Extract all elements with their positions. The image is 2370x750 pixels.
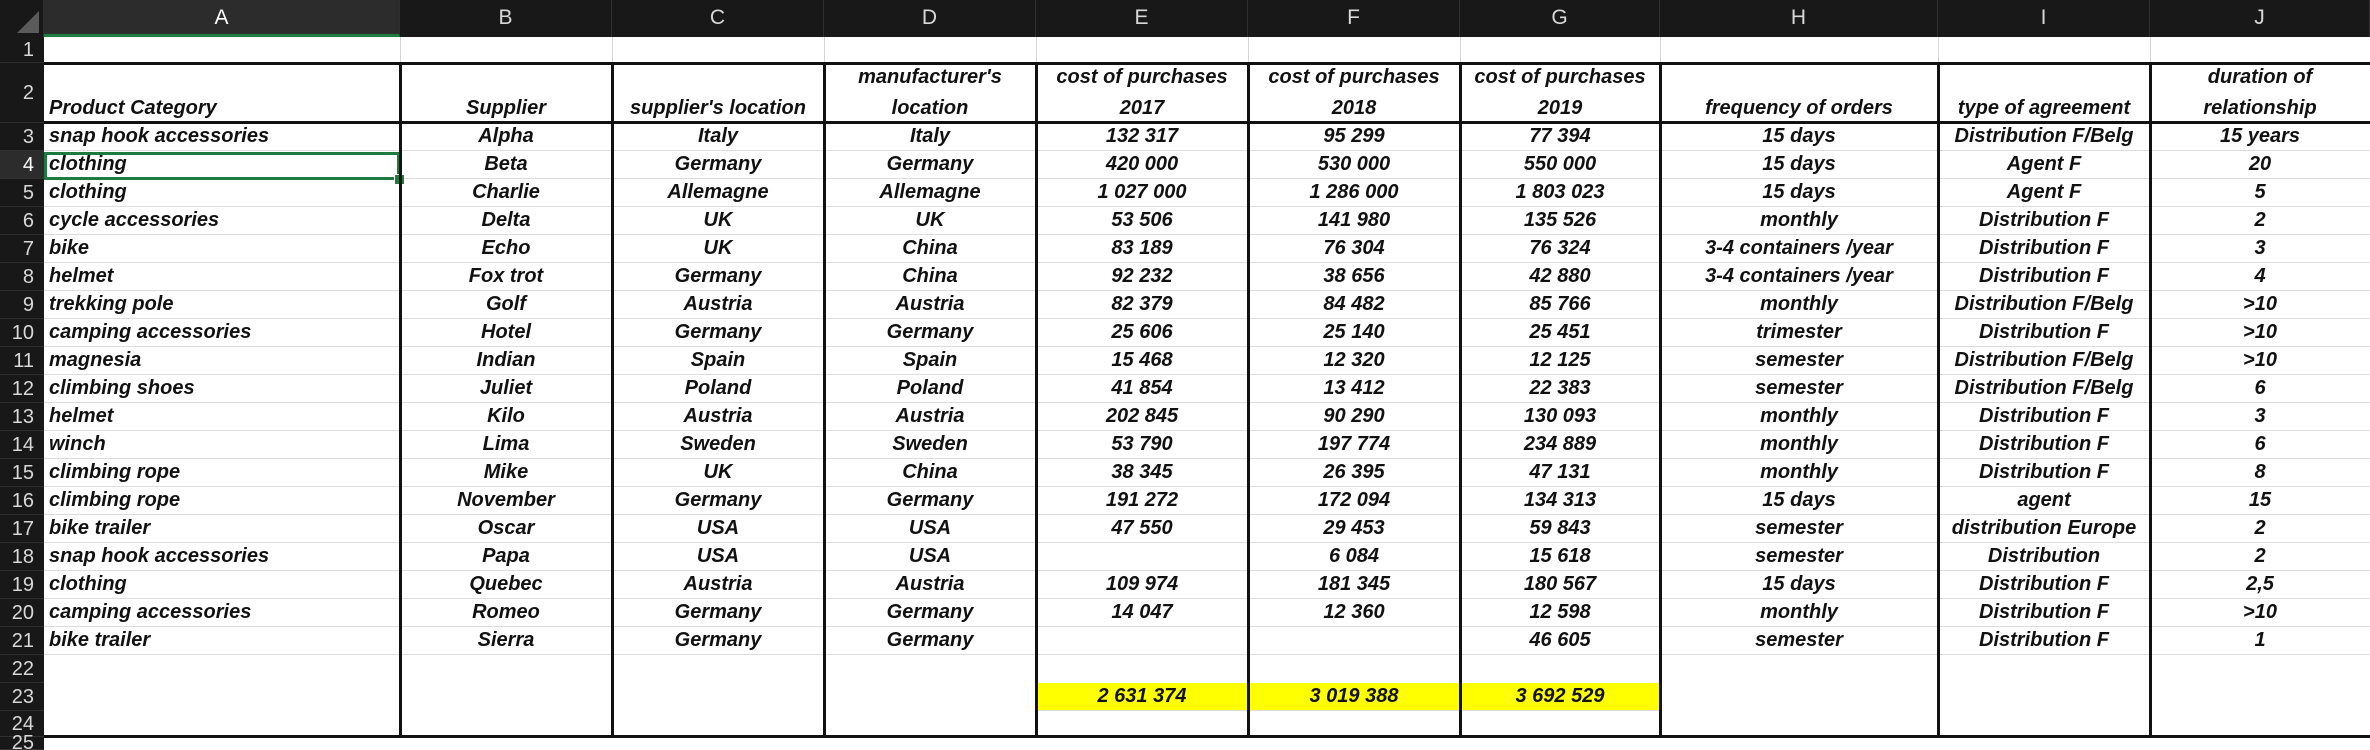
data-cell-j11[interactable]: >10 [2150,347,2370,375]
data-cell-b6[interactable]: Delta [400,207,612,235]
data-cell-g15[interactable]: 47 131 [1460,459,1660,487]
data-cell-j4[interactable]: 20 [2150,151,2370,179]
data-cell-d7[interactable]: China [824,235,1036,263]
data-cell-i12[interactable]: Distribution F/Belg [1938,375,2150,403]
data-cell-h7[interactable]: 3-4 containers /year [1660,235,1938,263]
data-cell-c7[interactable]: UK [612,235,824,263]
data-cell-d8[interactable]: China [824,263,1036,291]
data-cell-f4[interactable]: 530 000 [1248,151,1460,179]
data-cell-c8[interactable]: Germany [612,263,824,291]
data-cell-i15[interactable]: Distribution F [1938,459,2150,487]
data-cell-a3[interactable]: snap hook accessories [44,123,400,151]
data-cell-j21[interactable]: 1 [2150,627,2370,655]
data-cell-f5[interactable]: 1 286 000 [1248,179,1460,207]
row-header-15[interactable]: 15 [0,459,44,487]
data-cell-b20[interactable]: Romeo [400,599,612,627]
data-cell-j16[interactable]: 15 [2150,487,2370,515]
data-cell-c13[interactable]: Austria [612,403,824,431]
row-header-20[interactable]: 20 [0,599,44,627]
gridline-vertical [1036,37,1037,63]
total-cell-g[interactable]: 3 692 529 [1460,683,1660,711]
data-cell-g9[interactable]: 85 766 [1460,291,1660,319]
data-cell-g14[interactable]: 234 889 [1460,431,1660,459]
data-cell-j6[interactable]: 2 [2150,207,2370,235]
table-border-vertical [1937,63,1940,737]
data-cell-b16[interactable]: November [400,487,612,515]
data-cell-h11[interactable]: semester [1660,347,1938,375]
data-cell-h20[interactable]: monthly [1660,599,1938,627]
data-cell-h3[interactable]: 15 days [1660,123,1938,151]
data-cell-j17[interactable]: 2 [2150,515,2370,543]
row-header-16[interactable]: 16 [0,487,44,515]
data-cell-g10[interactable]: 25 451 [1460,319,1660,347]
data-cell-f13[interactable]: 90 290 [1248,403,1460,431]
data-cell-j5[interactable]: 5 [2150,179,2370,207]
data-cell-b7[interactable]: Echo [400,235,612,263]
header-cell-h[interactable]: frequency of orders [1660,63,1938,123]
data-cell-j19[interactable]: 2,5 [2150,571,2370,599]
data-cell-g7[interactable]: 76 324 [1460,235,1660,263]
row-header-1[interactable]: 1 [0,37,44,63]
data-cell-g8[interactable]: 42 880 [1460,263,1660,291]
row-header-11[interactable]: 11 [0,347,44,375]
row-header-bar [0,37,44,750]
row-header-17[interactable]: 17 [0,515,44,543]
data-cell-c4[interactable]: Germany [612,151,824,179]
data-cell-f10[interactable]: 25 140 [1248,319,1460,347]
data-cell-g16[interactable]: 134 313 [1460,487,1660,515]
data-cell-a7[interactable]: bike [44,235,400,263]
data-cell-b19[interactable]: Quebec [400,571,612,599]
data-cell-e20[interactable]: 14 047 [1036,599,1248,627]
data-cell-d17[interactable]: USA [824,515,1036,543]
data-cell-j12[interactable]: 6 [2150,375,2370,403]
table-border-horizontal [44,121,2370,124]
data-cell-d12[interactable]: Poland [824,375,1036,403]
table-border-vertical [1035,63,1038,737]
data-cell-c5[interactable]: Allemagne [612,179,824,207]
row-header-6[interactable]: 6 [0,207,44,235]
data-cell-f17[interactable]: 29 453 [1248,515,1460,543]
data-cell-h8[interactable]: 3-4 containers /year [1660,263,1938,291]
data-cell-a19[interactable]: clothing [44,571,400,599]
table-border-vertical [1659,63,1662,737]
data-cell-i10[interactable]: Distribution F [1938,319,2150,347]
data-cell-f7[interactable]: 76 304 [1248,235,1460,263]
data-cell-j10[interactable]: >10 [2150,319,2370,347]
data-cell-g20[interactable]: 12 598 [1460,599,1660,627]
header-cell-i[interactable]: type of agreement [1938,63,2150,123]
data-cell-b4[interactable]: Beta [400,151,612,179]
table-border-vertical [2149,63,2152,737]
data-cell-d10[interactable]: Germany [824,319,1036,347]
data-cell-e17[interactable]: 47 550 [1036,515,1248,543]
data-cell-b12[interactable]: Juliet [400,375,612,403]
row-header-12[interactable]: 12 [0,375,44,403]
data-cell-c16[interactable]: Germany [612,487,824,515]
data-cell-i9[interactable]: Distribution F/Belg [1938,291,2150,319]
data-cell-e18[interactable] [1036,543,1248,571]
data-cell-b10[interactable]: Hotel [400,319,612,347]
data-cell-j20[interactable]: >10 [2150,599,2370,627]
data-cell-g13[interactable]: 130 093 [1460,403,1660,431]
table-border-vertical [1247,63,1250,737]
table-border-horizontal [44,735,2370,738]
data-cell-h10[interactable]: trimester [1660,319,1938,347]
column-header-c[interactable]: C [612,0,824,37]
data-cell-a11[interactable]: magnesia [44,347,400,375]
data-cell-e15[interactable]: 38 345 [1036,459,1248,487]
data-cell-e8[interactable]: 92 232 [1036,263,1248,291]
data-cell-e7[interactable]: 83 189 [1036,235,1248,263]
data-cell-f6[interactable]: 141 980 [1248,207,1460,235]
data-cell-b11[interactable]: Indian [400,347,612,375]
data-cell-i8[interactable]: Distribution F [1938,263,2150,291]
header-cell-b[interactable]: Supplier [400,63,612,123]
data-cell-f9[interactable]: 84 482 [1248,291,1460,319]
header-cell-g[interactable]: cost of purchases 2019 [1460,63,1660,123]
data-cell-c6[interactable]: UK [612,207,824,235]
row-header-18[interactable]: 18 [0,543,44,571]
data-cell-h12[interactable]: semester [1660,375,1938,403]
data-cell-g6[interactable]: 135 526 [1460,207,1660,235]
data-cell-a4[interactable]: clothing [44,151,400,179]
gridline-vertical [1938,37,1939,63]
column-header-bar [0,0,2370,37]
data-cell-i18[interactable]: Distribution [1938,543,2150,571]
data-cell-j7[interactable]: 3 [2150,235,2370,263]
data-cell-f14[interactable]: 197 774 [1248,431,1460,459]
data-cell-b21[interactable]: Sierra [400,627,612,655]
data-cell-h17[interactable]: semester [1660,515,1938,543]
data-cell-d20[interactable]: Germany [824,599,1036,627]
row-header-13[interactable]: 13 [0,403,44,431]
data-cell-j15[interactable]: 8 [2150,459,2370,487]
data-cell-b14[interactable]: Lima [400,431,612,459]
data-cell-a6[interactable]: cycle accessories [44,207,400,235]
data-cell-a21[interactable]: bike trailer [44,627,400,655]
data-cell-h15[interactable]: monthly [1660,459,1938,487]
data-cell-d3[interactable]: Italy [824,123,1036,151]
data-cell-b13[interactable]: Kilo [400,403,612,431]
data-cell-a10[interactable]: camping accessories [44,319,400,347]
data-cell-b9[interactable]: Golf [400,291,612,319]
data-cell-h14[interactable]: monthly [1660,431,1938,459]
gridline-vertical [1460,37,1461,63]
data-cell-h19[interactable]: 15 days [1660,571,1938,599]
column-header-j[interactable]: J [2150,0,2370,37]
data-cell-j8[interactable]: 4 [2150,263,2370,291]
data-cell-g3[interactable]: 77 394 [1460,123,1660,151]
data-cell-e9[interactable]: 82 379 [1036,291,1248,319]
data-cell-c18[interactable]: USA [612,543,824,571]
data-cell-b17[interactable]: Oscar [400,515,612,543]
data-cell-a15[interactable]: climbing rope [44,459,400,487]
data-cell-d16[interactable]: Germany [824,487,1036,515]
total-cell-f[interactable]: 3 019 388 [1248,683,1460,711]
data-cell-c3[interactable]: Italy [612,123,824,151]
row-header-24[interactable]: 24 [0,711,44,737]
gridline-vertical [400,37,401,63]
data-cell-f18[interactable]: 6 084 [1248,543,1460,571]
data-cell-b3[interactable]: Alpha [400,123,612,151]
header-cell-a[interactable]: Product Category [44,63,400,123]
data-cell-b8[interactable]: Fox trot [400,263,612,291]
column-header-g[interactable]: G [1460,0,1660,37]
data-cell-i6[interactable]: Distribution F [1938,207,2150,235]
data-cell-f11[interactable]: 12 320 [1248,347,1460,375]
data-cell-g19[interactable]: 180 567 [1460,571,1660,599]
data-cell-e21[interactable] [1036,627,1248,655]
data-cell-e3[interactable]: 132 317 [1036,123,1248,151]
data-cell-a12[interactable]: climbing shoes [44,375,400,403]
row-header-4[interactable]: 4 [0,151,44,179]
table-border-vertical [611,63,614,737]
data-cell-i20[interactable]: Distribution F [1938,599,2150,627]
data-cell-c9[interactable]: Austria [612,291,824,319]
data-cell-d15[interactable]: China [824,459,1036,487]
gridline-vertical [1660,37,1661,63]
data-cell-d13[interactable]: Austria [824,403,1036,431]
row-header-22[interactable]: 22 [0,655,44,683]
gridline-vertical [1248,37,1249,63]
data-cell-f19[interactable]: 181 345 [1248,571,1460,599]
column-header-d[interactable]: D [824,0,1036,37]
data-cell-i5[interactable]: Agent F [1938,179,2150,207]
data-cell-g12[interactable]: 22 383 [1460,375,1660,403]
data-cell-i19[interactable]: Distribution F [1938,571,2150,599]
data-cell-j14[interactable]: 6 [2150,431,2370,459]
row-header-23[interactable]: 23 [0,683,44,711]
data-cell-i3[interactable]: Distribution F/Belg [1938,123,2150,151]
table-border-vertical [399,63,402,737]
data-cell-a9[interactable]: trekking pole [44,291,400,319]
gridline-vertical [2150,37,2151,63]
data-cell-j18[interactable]: 2 [2150,543,2370,571]
data-cell-c15[interactable]: UK [612,459,824,487]
data-cell-a16[interactable]: climbing rope [44,487,400,515]
data-cell-c17[interactable]: USA [612,515,824,543]
data-cell-h9[interactable]: monthly [1660,291,1938,319]
data-cell-d6[interactable]: UK [824,207,1036,235]
header-cell-c[interactable]: supplier's location [612,63,824,123]
data-cell-c14[interactable]: Sweden [612,431,824,459]
data-cell-d5[interactable]: Allemagne [824,179,1036,207]
row-header-5[interactable]: 5 [0,179,44,207]
data-cell-d14[interactable]: Sweden [824,431,1036,459]
data-cell-i17[interactable]: distribution Europe [1938,515,2150,543]
column-header-e[interactable]: E [1036,0,1248,37]
data-cell-e12[interactable]: 41 854 [1036,375,1248,403]
total-cell-e[interactable]: 2 631 374 [1036,683,1248,711]
data-cell-e13[interactable]: 202 845 [1036,403,1248,431]
data-cell-d18[interactable]: USA [824,543,1036,571]
data-cell-e11[interactable]: 15 468 [1036,347,1248,375]
table-border-vertical [823,63,826,737]
data-cell-f20[interactable]: 12 360 [1248,599,1460,627]
row-header-14[interactable]: 14 [0,431,44,459]
data-cell-d19[interactable]: Austria [824,571,1036,599]
data-cell-i21[interactable]: Distribution F [1938,627,2150,655]
row-header-8[interactable]: 8 [0,263,44,291]
select-all-corner[interactable] [0,0,44,37]
header-cell-j[interactable]: duration of relationship [2150,63,2370,123]
data-cell-j13[interactable]: 3 [2150,403,2370,431]
data-cell-h18[interactable]: semester [1660,543,1938,571]
data-cell-f21[interactable] [1248,627,1460,655]
data-cell-a5[interactable]: clothing [44,179,400,207]
data-cell-i11[interactable]: Distribution F/Belg [1938,347,2150,375]
data-cell-e10[interactable]: 25 606 [1036,319,1248,347]
data-cell-b18[interactable]: Papa [400,543,612,571]
data-cell-f3[interactable]: 95 299 [1248,123,1460,151]
header-cell-e[interactable]: cost of purchases 2017 [1036,63,1248,123]
row-header-2[interactable]: 2 [0,63,44,123]
data-cell-a17[interactable]: bike trailer [44,515,400,543]
data-cell-d4[interactable]: Germany [824,151,1036,179]
row-header-7[interactable]: 7 [0,235,44,263]
column-header-f[interactable]: F [1248,0,1460,37]
data-cell-a8[interactable]: helmet [44,263,400,291]
data-cell-a13[interactable]: helmet [44,403,400,431]
column-header-i[interactable]: I [1938,0,2150,37]
data-cell-h5[interactable]: 15 days [1660,179,1938,207]
table-border-vertical [1459,63,1462,737]
data-cell-e14[interactable]: 53 790 [1036,431,1248,459]
data-cell-c20[interactable]: Germany [612,599,824,627]
table-border-horizontal [44,62,2370,65]
data-cell-e6[interactable]: 53 506 [1036,207,1248,235]
data-cell-g4[interactable]: 550 000 [1460,151,1660,179]
row-header-25[interactable]: 25 [0,737,44,750]
data-cell-e16[interactable]: 191 272 [1036,487,1248,515]
column-header-h[interactable]: H [1660,0,1938,37]
data-cell-f12[interactable]: 13 412 [1248,375,1460,403]
column-header-a[interactable]: A [44,0,400,37]
data-cell-j3[interactable]: 15 years [2150,123,2370,151]
data-cell-e5[interactable]: 1 027 000 [1036,179,1248,207]
row-header-19[interactable]: 19 [0,571,44,599]
data-cell-i16[interactable]: agent [1938,487,2150,515]
row-header-3[interactable]: 3 [0,123,44,151]
data-cell-c19[interactable]: Austria [612,571,824,599]
data-cell-d21[interactable]: Germany [824,627,1036,655]
data-cell-g5[interactable]: 1 803 023 [1460,179,1660,207]
data-cell-f8[interactable]: 38 656 [1248,263,1460,291]
data-cell-i14[interactable]: Distribution F [1938,431,2150,459]
gridline-vertical [612,37,613,63]
data-cell-c21[interactable]: Germany [612,627,824,655]
data-cell-e19[interactable]: 109 974 [1036,571,1248,599]
data-cell-f16[interactable]: 172 094 [1248,487,1460,515]
data-cell-g21[interactable]: 46 605 [1460,627,1660,655]
data-cell-a20[interactable]: camping accessories [44,599,400,627]
data-cell-c10[interactable]: Germany [612,319,824,347]
data-cell-h16[interactable]: 15 days [1660,487,1938,515]
data-cell-j9[interactable]: >10 [2150,291,2370,319]
row-header-21[interactable]: 21 [0,627,44,655]
data-cell-g17[interactable]: 59 843 [1460,515,1660,543]
row-header-10[interactable]: 10 [0,319,44,347]
header-cell-f[interactable]: cost of purchases 2018 [1248,63,1460,123]
data-cell-h13[interactable]: monthly [1660,403,1938,431]
header-cell-d[interactable]: manufacturer's location [824,63,1036,123]
data-cell-a14[interactable]: winch [44,431,400,459]
data-cell-i4[interactable]: Agent F [1938,151,2150,179]
gridline-vertical [824,37,825,63]
data-cell-d11[interactable]: Spain [824,347,1036,375]
data-cell-b5[interactable]: Charlie [400,179,612,207]
data-cell-i13[interactable]: Distribution F [1938,403,2150,431]
data-cell-h21[interactable]: semester [1660,627,1938,655]
data-cell-d9[interactable]: Austria [824,291,1036,319]
data-cell-h6[interactable]: monthly [1660,207,1938,235]
data-cell-a18[interactable]: snap hook accessories [44,543,400,571]
data-cell-g11[interactable]: 12 125 [1460,347,1660,375]
data-cell-b15[interactable]: Mike [400,459,612,487]
data-cell-g18[interactable]: 15 618 [1460,543,1660,571]
data-cell-e4[interactable]: 420 000 [1036,151,1248,179]
column-header-b[interactable]: B [400,0,612,37]
row-header-9[interactable]: 9 [0,291,44,319]
data-cell-c11[interactable]: Spain [612,347,824,375]
data-cell-c12[interactable]: Poland [612,375,824,403]
data-cell-h4[interactable]: 15 days [1660,151,1938,179]
data-cell-i7[interactable]: Distribution F [1938,235,2150,263]
data-cell-f15[interactable]: 26 395 [1248,459,1460,487]
